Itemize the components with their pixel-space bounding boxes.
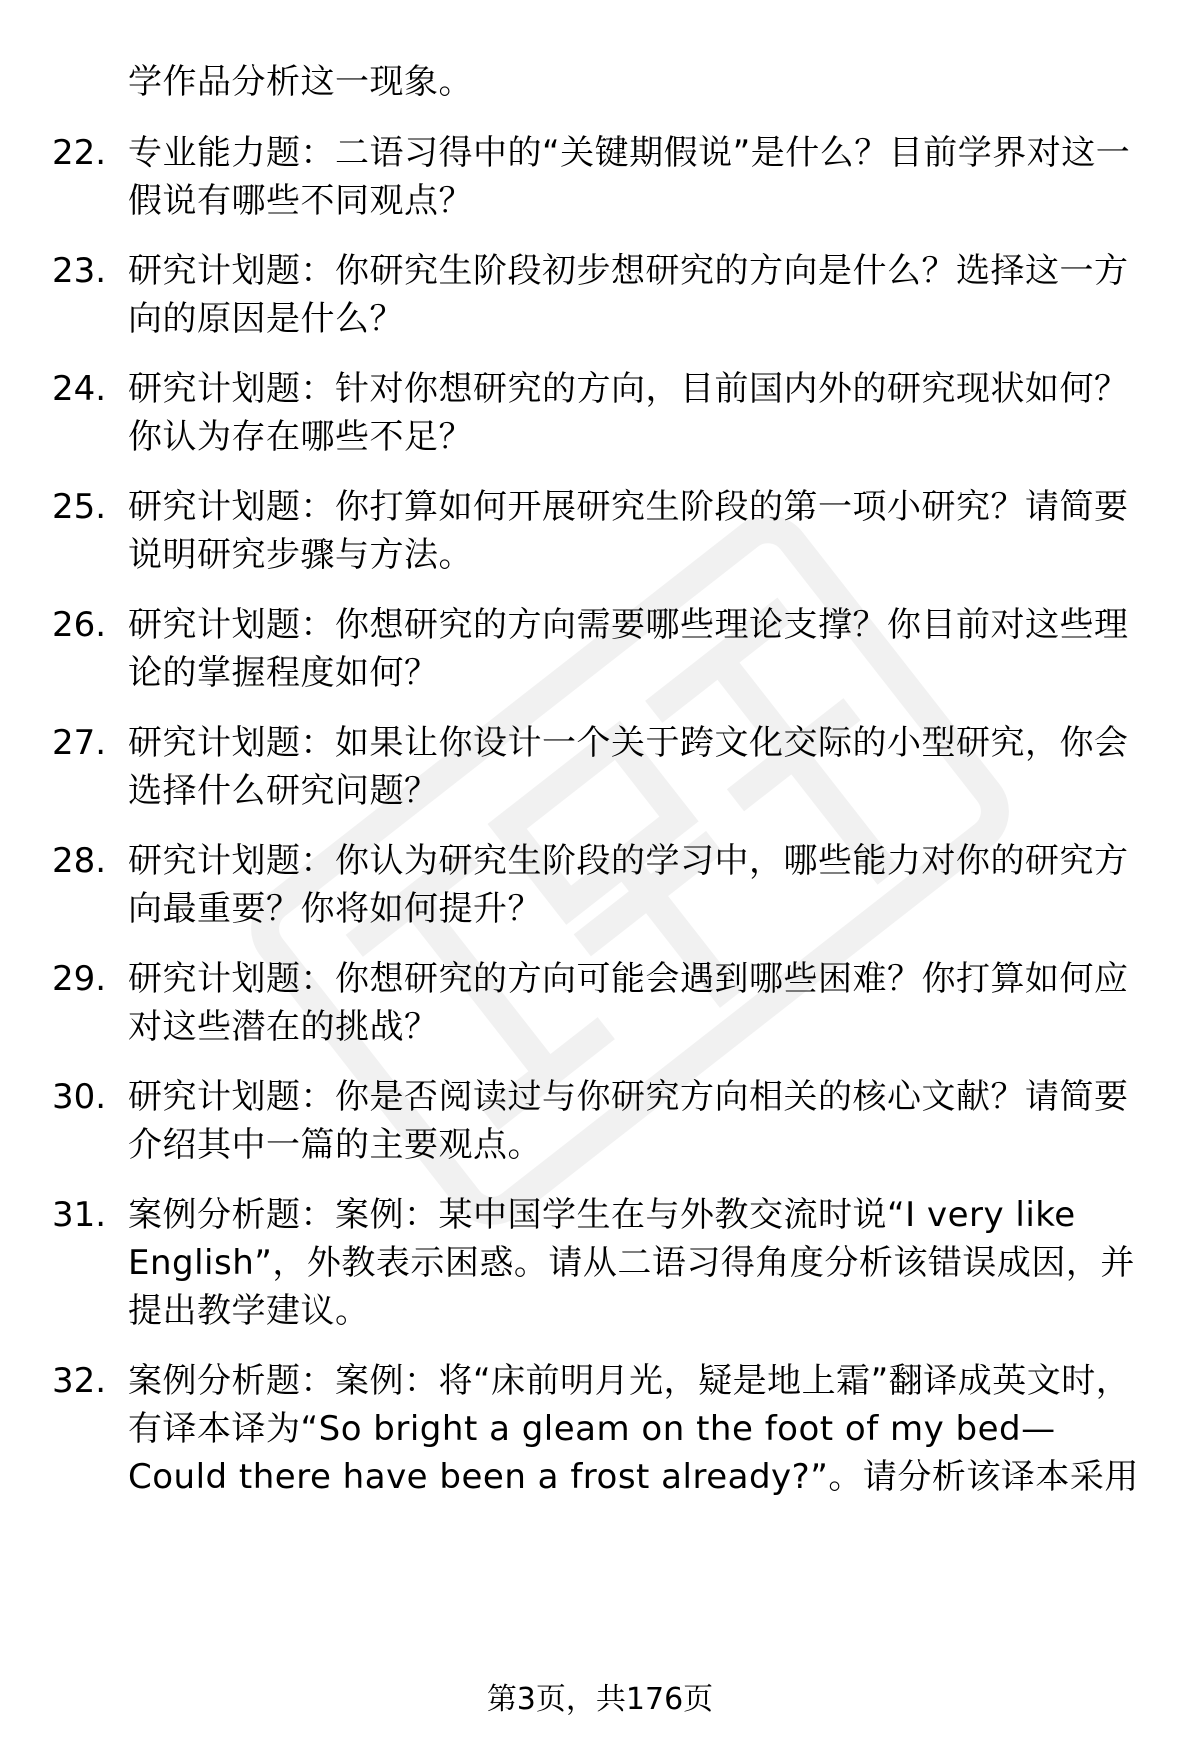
continued-text: 学作品分析这一现象。 [128,62,473,102]
question-text: 研究计划题：针对你想研究的方向，目前国内外的研究现状如何？你认为存在哪些不足？ [128,369,1129,457]
question-number: 25. [52,487,107,527]
question-text: 研究计划题：你想研究的方向可能会遇到哪些困难？你打算如何应对这些潜在的挑战？ [128,959,1129,1047]
question-number: 27. [52,723,107,763]
question-text: 研究计划题：你想研究的方向需要哪些理论支撑？你目前对这些理论的掌握程度如何？ [128,605,1129,693]
page-footer: 第3页，共176页 [486,1682,714,1717]
question-number: 32. [52,1361,107,1401]
question-text: 研究计划题：你研究生阶段初步想研究的方向是什么？选择这一方向的原因是什么？ [128,251,1129,339]
question-text: 专业能力题：二语习得中的“关键期假说”是什么？目前学界对这一假说有哪些不同观点？ [128,133,1131,221]
question-text: 研究计划题：你认为研究生阶段的学习中，哪些能力对你的研究方向最重要？你将如何提升？ [128,841,1129,929]
question-text: 案例分析题：案例：某中国学生在与外教交流时说“I very like English”，外教表示困惑。请从二语习得角度分析该错误成因，并提出教学建议。 [128,1195,1135,1331]
question-text: 案例分析题：案例：将“床前明月光，疑是地上霜”翻译成英文时，有译本译为“So bright a gleam on the foot of my bed—Could there have been a frost already?”。请分析该译本采用 [128,1361,1139,1497]
question-number: 24. [52,369,107,409]
question-number: 29. [52,959,107,999]
question-number: 23. [52,251,107,291]
question-text: 研究计划题：你打算如何开展研究生阶段的第一项小研究？请简要说明研究步骤与方法。 [128,487,1129,575]
question-text: 研究计划题：你是否阅读过与你研究方向相关的核心文献？请简要介绍其中一篇的主要观点。 [128,1077,1129,1165]
question-number: 30. [52,1077,107,1117]
question-text: 研究计划题：如果让你设计一个关于跨文化交际的小型研究，你会选择什么研究问题？ [128,723,1129,811]
question-number: 22. [52,133,107,173]
question-number: 26. [52,605,107,645]
question-number: 28. [52,841,107,881]
question-number: 31. [52,1195,107,1235]
